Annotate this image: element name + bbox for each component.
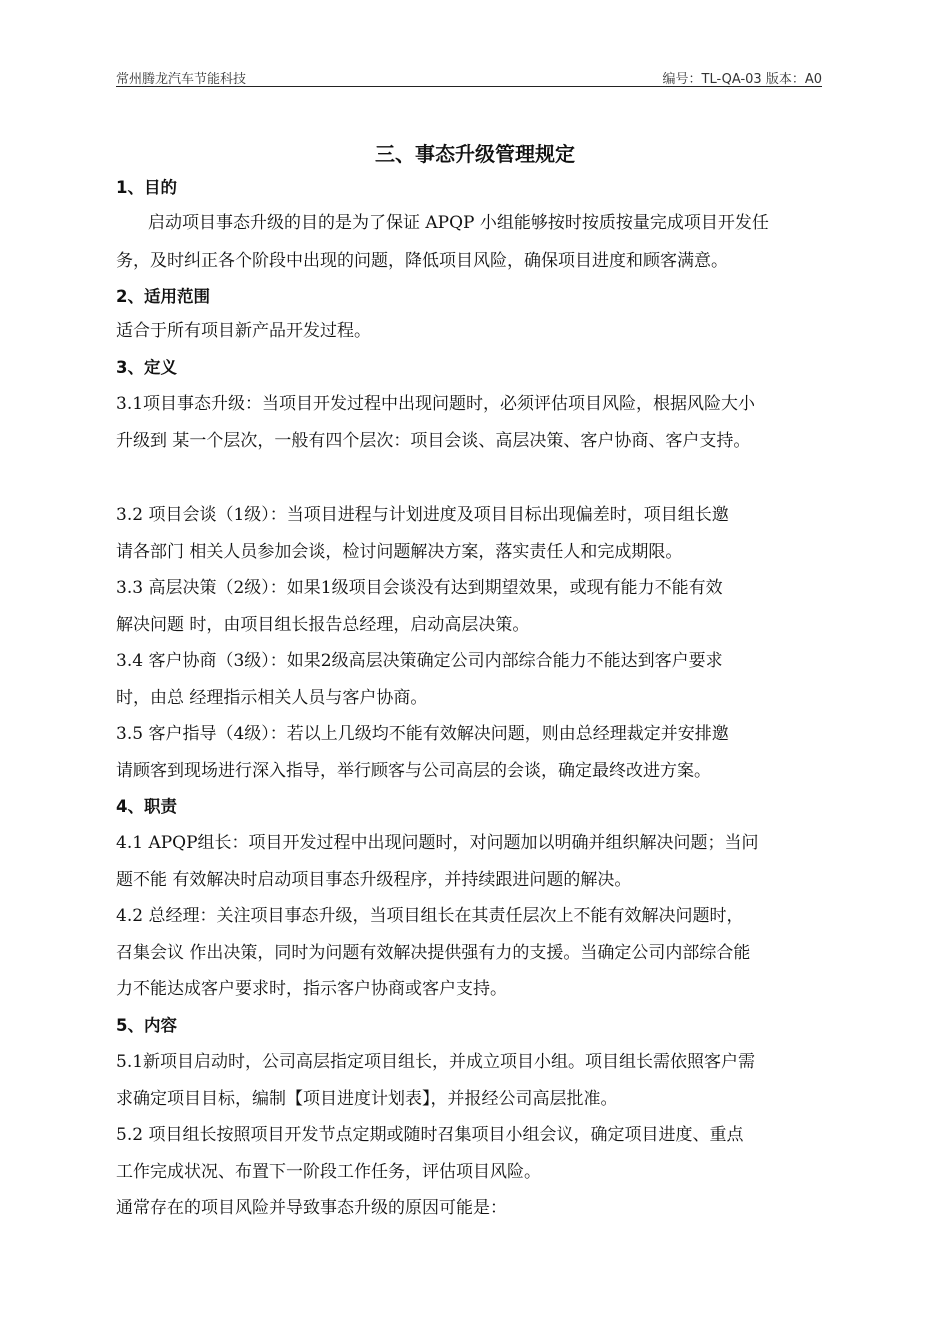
section-heading-scope: 2、适用范围 (116, 287, 210, 306)
paragraph-line: 题不能 有效解决时启动项目事态升级程序，并持续跟进问题的解决。 (116, 870, 632, 890)
paragraph-line: 解决问题 时，由项目组长报告总经理，启动高层决策。 (116, 615, 530, 635)
paragraph-line: 升级到 某一个层次，一般有四个层次：项目会谈、高层决策、客户协商、客户支持。 (116, 431, 751, 451)
paragraph-line: 求确定项目目标，编制【项目进度计划表】，并报经公司高层批准。 (116, 1089, 618, 1109)
paragraph-line: 请顾客到现场进行深入指导，举行顾客与公司高层的会谈，确定最终改进方案。 (116, 761, 711, 781)
paragraph-line: 力不能达成客户要求时，指示客户协商或客户支持。 (116, 979, 507, 999)
page-header (116, 66, 822, 87)
paragraph-line: 3.1项目事态升级：当项目开发过程中出现问题时，必须评估项目风险，根据风险大小 (116, 394, 756, 414)
paragraph-line: 工作完成状况、布置下一阶段工作任务，评估项目风险。 (116, 1162, 541, 1182)
section-heading-purpose: 1、目的 (116, 178, 177, 197)
paragraph-line: 时，由总 经理指示相关人员与客户协商。 (116, 688, 428, 708)
paragraph-line: 5.1新项目启动时，公司高层指定项目组长，并成立项目小组。项目组长需依照客户需 (116, 1052, 756, 1072)
paragraph-line: 5.2 项目组长按照项目开发节点定期或随时召集项目小组会议，确定项目进度、重点 (116, 1125, 744, 1145)
paragraph-line: 3.2 项目会谈（1级）：当项目进程与计划进度及项目目标出现偏差时，项目组长邀 (116, 505, 729, 525)
company-name: 常州腾龙汽车节能科技 (116, 72, 247, 87)
paragraph-line: 启动项目事态升级的目的是为了保证 APQP 小组能够按时按质按量完成项目开发任 (148, 213, 769, 233)
paragraph-line: 3.3 高层决策（2级）：如果1级项目会谈没有达到期望效果，或现有能力不能有效 (116, 578, 723, 598)
paragraph-line: 3.5 客户指导（4级）：若以上几级均不能有效解决问题，则由总经理裁定并安排邀 (116, 724, 729, 744)
section-heading-definitions: 3、定义 (116, 358, 177, 377)
page-title: 三、事态升级管理规定 (375, 142, 575, 166)
paragraph-line: 4.2 总经理：关注项目事态升级，当项目组长在其责任层次上不能有效解决问题时， (116, 906, 744, 926)
paragraph-line: 通常存在的项目风险并导致事态升级的原因可能是： (116, 1198, 507, 1218)
paragraph-line: 请各部门 相关人员参加会谈，检讨问题解决方案，落实责任人和完成期限。 (116, 542, 683, 562)
paragraph-line: 适合于所有项目新产品开发过程。 (116, 321, 371, 341)
section-heading-content: 5、内容 (116, 1016, 177, 1035)
paragraph-line: 3.4 客户协商（3级）：如果2级高层决策确定公司内部综合能力不能达到客户要求 (116, 651, 723, 671)
paragraph-line: 4.1 APQP组长：项目开发过程中出现问题时，对问题加以明确并组织解决问题；当问 (116, 833, 759, 853)
paragraph-line: 召集会议 作出决策，同时为问题有效解决提供强有力的支援。当确定公司内部综合能 (116, 943, 751, 963)
document-number: 编号：TL-QA-03 版本：A0 (662, 72, 822, 87)
section-heading-responsibilities: 4、职责 (116, 797, 177, 816)
paragraph-line: 务，及时纠正各个阶段中出现的问题，降低项目风险，确保项目进度和顾客满意。 (116, 251, 728, 271)
